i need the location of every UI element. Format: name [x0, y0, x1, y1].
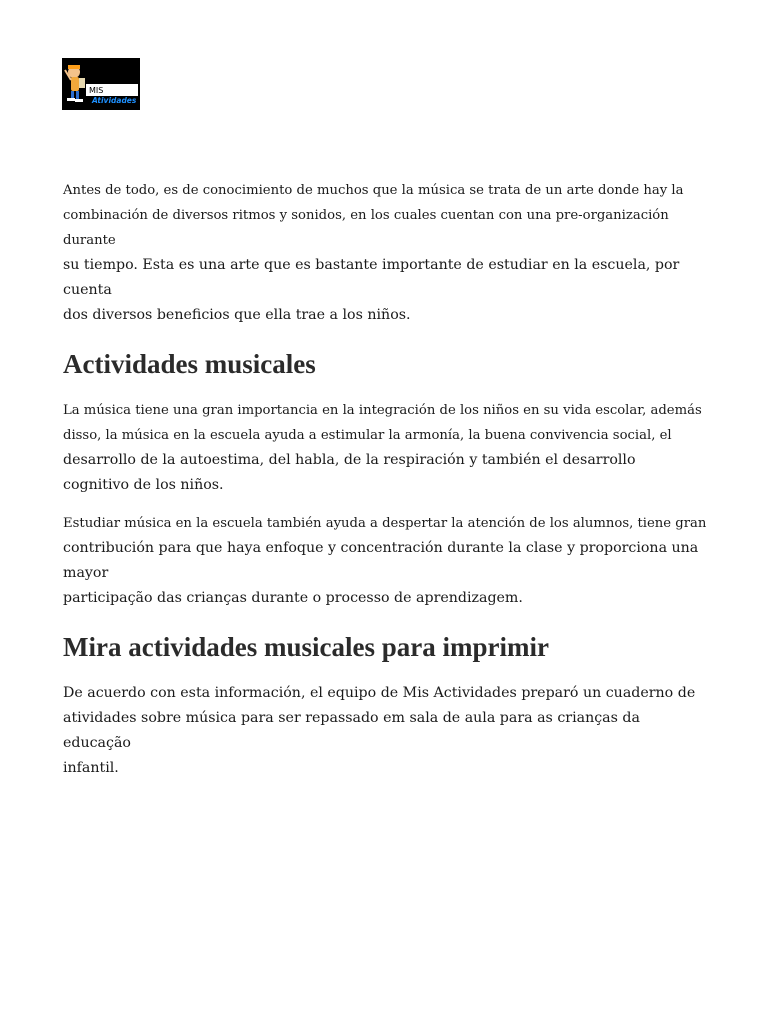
text-line: atividades sobre música para ser repassado em sala de aula para as crianças da educação — [63, 710, 640, 751]
paragraph-attention — [63, 511, 711, 611]
text-line: combinación de diversos ritmos y sonidos, en los cuales cuentan con una pre-organización durante — [63, 208, 669, 248]
text-line: infantil. — [63, 760, 119, 776]
text-line: Antes de todo, es de conocimiento de muchos que la música se trata de un arte donde hay la — [63, 183, 684, 198]
intro-paragraph — [63, 178, 711, 328]
text-line: desarrollo de la autoestima, del habla, de la respiración y también el desarrollo — [63, 452, 636, 468]
text-line: La música tiene una gran importancia en la integración de los niños en su vida escolar, además — [63, 403, 702, 418]
text-line: disso, la música en la escuela ayuda a estimular la armonía, la buena convivencia social, el — [63, 428, 672, 443]
text-line: participação das crianças durante o processo de aprendizagem. — [63, 590, 523, 606]
logo-text-line2: Atividades — [92, 96, 137, 105]
text-line: dos diversos beneficios que ella trae a los niños. — [63, 307, 411, 323]
logo-text-line1: MIS — [89, 86, 104, 95]
site-logo[interactable] — [62, 58, 140, 110]
paragraph-importance — [63, 398, 711, 498]
article-body — [63, 178, 711, 794]
text-line: De acuerdo con esta información, el equipo de Mis Actividades preparó un cuaderno de — [63, 685, 696, 701]
text-line: contribución para que haya enfoque y concentración durante la clase y proporciona una mayor — [63, 540, 699, 581]
text-line: su tiempo. Esta es una arte que es bastante importante de estudiar en la escuela, por cuenta — [63, 257, 680, 298]
section-heading-actividades: Actividades musicales — [63, 349, 316, 379]
section-heading-imprimir: Mira actividades musicales para imprimir — [63, 632, 549, 662]
mascot-logo-icon — [62, 58, 140, 110]
paragraph-cuaderno — [63, 681, 711, 781]
text-line: cognitivo de los niños. — [63, 477, 224, 493]
text-line: Estudiar música en la escuela también ayuda a despertar la atención de los alumnos, tiene gran — [63, 516, 707, 531]
